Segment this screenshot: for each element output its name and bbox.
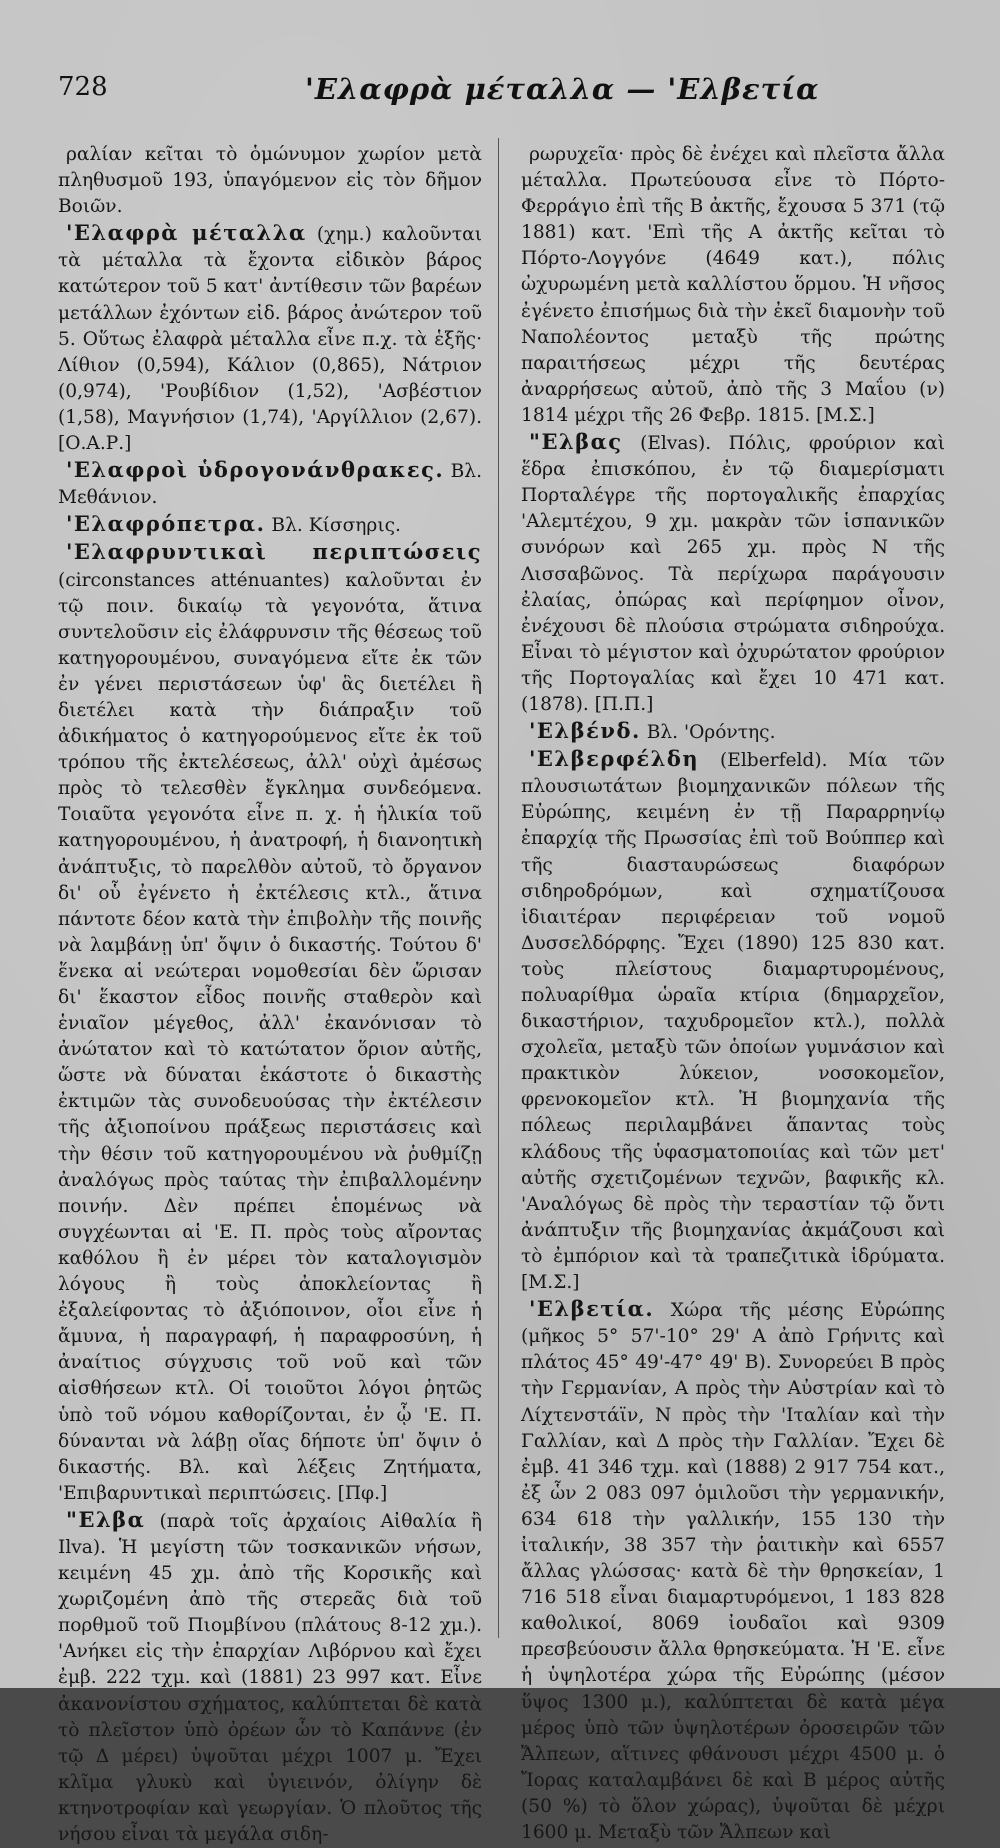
entry-text: ραλίαν κεῖται τὸ ὁμώνυμον χωρίον μετὰ πληθυσμοῦ 193, ὑπαγόμενον εἰς τὸν δῆμον Βοιῶν. [58,144,482,218]
page-number: 728 [58,72,108,102]
entry-text: Βλ. Κίσσηρις. [271,515,401,537]
entry-headword: "Ελβα [66,1506,146,1532]
entry-headword: 'Ελαφρόπετρα. [66,511,266,537]
entry-text: (παρὰ τοῖς ἀρχαίοις Αἰθαλία ἢ Ilva). Ἡ μεγίστη τῶν τοσκανικῶν νήσων, κειμένη 45 χμ. ἀπὸ τῆς Κορσικῆς καὶ χωριζομένη ἀπὸ τῆς στερεᾶς διὰ τοῦ πορθμοῦ τοῦ Πιομβίνου (πλάτους 8-12 χμ.). 'Ανήκει εἰς τὴν ἐπαρχίαν Λιβόρνου καὶ ἔχει ἐμβ. 222 τχμ. καὶ (1881) 23 997 κατ. Εἶνε ἀκανονίστου σχήματος, καλύπτεται δὲ κατὰ τὸ πλεῖστον ὑπὸ ὀρέων ὧν τὸ Καπάννε (ἐν τῷ Δ μέρει) ὑψοῦται μέχρι 1007 μ. Ἔχει κλῖμα γλυκὺ καὶ ὑγιεινόν, ὀλίγην δὲ κτηνοτροφίαν καὶ γεωργίαν. Ὁ πλοῦτος τῆς νήσου εἶναι τὰ μεγάλα σιδη- [58,1510,482,1845]
entry-elafropetra [58,511,482,539]
entry-text: (χημ.) καλοῦνται τὰ μέταλλα τὰ ἔχοντα εἰδικὸν βάρος κατώτερον τοῦ 5 κατ' ἀντίθεσιν τῶν βαρέων μετάλλων ἐχόντων εἰδ. βάρος ἀνώτερον τοῦ 5. Οὕτως ἐλαφρὰ μέταλλα εἶνε π.χ. τὰ ἑξῆς· Λίθιον (0,594), Κάλιον (0,865), Νάτριον (0,974), 'Ρουβίδιον (1,52), 'Ασβέστιον (1,58), Μαγνήσιον (1,74), 'Αργίλλιον (2,67). [Ο.Α.Ρ.] [58,224,482,455]
entry-headword: 'Ελαφρυντικαὶ περιπτώσεις [66,539,482,565]
entry-headword: 'Ελβετία. [529,1296,655,1322]
entry-headword: 'Ελβένδ. [529,718,641,744]
column-divider [498,138,499,1638]
entry-text: ρωρυχεῖα· πρὸς δὲ ἐνέχει καὶ πλεῖστα ἄλλα μέταλλα. Πρωτεύουσα εἶνε τὸ Πόρτο-Φερράγιο ἐπὶ τῆς Β ἀκτῆς, ἔχουσα 5 371 (τῷ 1881) κατ. 'Επὶ τῆς Α ἀκτῆς κεῖται τὸ Πόρτο-Λογγόνε (4649 κατ.), πόλις ὠχυρωμένη μετὰ καλλίστου ὅρμου. Ἡ νῆσος ἐγένετο ἐπισήμως διὰ τὴν ἐκεῖ διαμονὴν τοῦ Ναπολέοντος μεταξὺ τῆς πρώτης παραιτήσεως μέχρι τῆς δευτέρας ἀναρρήσεως αὐτοῦ, ἀπὸ τῆς 3 Μαΐου (ν) 1814 μέχρι τῆς 26 Φεβρ. 1815. [Μ.Σ.] [521,144,945,426]
entry-headword: 'Ελβερφέλδη [529,746,700,772]
entry-continuation [58,140,482,220]
entry-elafryntikai-periptoseis [58,539,482,1506]
entry-text: Βλ. Μεθάνιον. [58,461,482,509]
entry-headword: 'Ελαφροὶ ὑδρογονάνθρακες. [66,457,445,483]
right-column [521,140,945,1843]
entry-text: Βλ. 'Ορόντης. [646,722,776,744]
entry-text: (circonstances atténuantes) καλοῦνται ἐν τῷ ποιν. δικαίῳ τὰ γεγονότα, ἅτινα συντελοῦσιν εἰς ἐλάφρυνσιν τῆς θέσεως τοῦ κατηγορουμένου, συναγόμενα εἴτε ἐκ τῶν ἐν γένει περιστάσεων ὑφ' ἃς διετέλει ἢ διετέλει κατὰ τὴν διάπραξιν τοῦ ἀδικήματος ὁ κατηγορούμενος εἴτε ἐκ τοῦ τρόπου τῆς ἐκτελέσεως, ἀλλ' οὐχὶ ἀμέσως πρὸς τὸ τελεσθὲν ἔγκλημα συνδεόμενα. Τοιαῦτα γεγονότα εἶνε π. χ. ἡ ἡλικία τοῦ κατηγορουμένου, ἡ ἀνατροφή, ἡ διανοητικὴ ἀνάπτυξις, τὸ παρελθὸν αὐτοῦ, τὸ ὄργανον δι' οὗ ἐγένετο ἡ ἐκτέλεσις κτλ., ἅτινα πάντοτε δέον κατὰ τὴν ἐπιβολὴν τῆς ποινῆς νὰ λαμβάνῃ ὑπ' ὄψιν ὁ δικαστής. Τούτου δ' ἕνεκα αἱ νεώτεραι νομοθεσίαι δὲν ὥρισαν δι' ἕκαστον εἶδος ποινῆς σταθερὸν καὶ ἑνιαῖον μέγεθος, ἀλλ' ἐκανόνισαν τὸ ἀνώτατον καὶ τὸ κατώτατον ὅριον αὐτῆς, ὥστε νὰ δύναται ἑκάστοτε ὁ δικαστὴς ἐκτιμῶν τὰς συνοδευούσας τὴν ἐκτέλεσιν τῆς ἀξιοποίνου πράξεως περιστάσεις καὶ τὴν θέσιν τοῦ κατηγορουμένου νὰ ῥυθμίζῃ ἀναλόγως πρὸς ταύτας τὴν ἐπιβαλλομένην ποινήν. Δὲν πρέπει ἑπομένως νὰ συγχέωνται αἱ 'Ε. Π. πρὸς τοὺς αἴροντας καθόλου ἢ ἐν μέρει τὸν καταλογισμὸν λόγους ἢ τοὺς ἀποκλείοντας ἢ ἐξαλείφοντας τὸ ἀξιόποινον, οἷοι εἶνε ἡ ἄμυνα, ἡ παραγραφή, ἡ παραφροσύνη, ἡ ἀναίτιος σύγχυσις τοῦ νοῦ καὶ τῶν αἰσθήσεων κτλ. Οἱ τοιοῦτοι λόγοι ῥητῶς ὑπὸ τοῦ νόμου καθορίζονται, ἐν ᾧ 'Ε. Π. δύνανται νὰ λάβῃ οἵας δήποτε ὑπ' ὄψιν ὁ δικαστής. Βλ. καὶ λέξεις Ζητήματα, 'Επιβαρυντικαὶ περιπτώσεις. [Πφ.] [58,569,482,1504]
entry-elafra-metalla [58,220,482,457]
entry-elva [58,1507,482,1848]
entry-elafroi-ydrogonanthrakes [58,457,482,511]
entry-continuation [521,140,945,429]
entry-headword: "Ελβας [529,429,623,455]
entry-headword: 'Ελαφρὰ μέταλλα [66,220,307,246]
left-column [58,140,482,1845]
running-head: 'Ελαφρὰ μέταλλα — 'Ελβετία [305,72,820,106]
entry-text: (Elvas). Πόλις, φρούριον καὶ ἕδρα ἐπισκόπου, ἐν τῷ διαμερίσματι Πορταλέγρε τῆς πορτογαλικῆς ἐπαρχίας 'Αλεμτέχου, 9 χμ. μακρὰν τῶν ἱσπανικῶν συνόρων καὶ 265 χμ. πρὸς Ν τῆς Λισσαβῶνος. Τὰ περίχωρα παράγουσιν ἐλαίας, ὀπώρας καὶ περίφημον οἶνον, ἐνέχουσι δὲ πλούσια στρώματα σιδηρούχα. Εἶναι τὸ μέγιστον καὶ ὀχυρώτατον φρούριον τῆς Πορτογαλίας καὶ ἔχει 10 471 κατ. (1878). [Π.Π.] [521,433,945,715]
entry-elverfeldi [521,746,945,1296]
entry-elvas [521,429,945,718]
entry-text: Χώρα τῆς μέσης Εὐρώπης (μῆκος 5° 57'-10° 29' Α ἀπὸ Γρήνιτς καὶ πλάτος 45° 49'-47° 49' Β). Συνορεύει Β πρὸς τὴν Γερμανίαν, Α πρὸς τὴν Αὐστρίαν καὶ τὸ Λίχτενστάϊν, Ν πρὸς τὴν 'Ιταλίαν καὶ τὴν Γαλλίαν, καὶ Δ πρὸς τὴν Γαλλίαν. Ἔχει δὲ ἐμβ. 41 346 τχμ. καὶ (1888) 2 917 754 κατ., ἐξ ὧν 2 083 097 ὁμιλοῦσι τὴν γερμανικήν, 634 618 τὴν γαλλικήν, 155 130 τὴν ἰταλικήν, 38 357 τὴν ῥαιτικὴν καὶ 6557 ἄλλας γλώσσας· κατὰ δὲ τὴν θρησκείαν, 1 716 518 εἶναι διαμαρτυρόμενοι, 1 183 828 καθολικοί, 8069 ἰουδαῖοι καὶ 9309 πρεσβεύουσιν ἄλλα θρησκεύματα. Ἡ 'Ε. εἶνε ἡ ὑψηλοτέρα χώρα τῆς Εὐρώπης (μέσον ὕψος 1300 μ.), καλύπτεται δὲ κατὰ μέγα μέρος ὑπὸ τῶν ὑψηλοτέρων ὀροσειρῶν τῶν Ἄλπεων, αἵτινες φθάνουσι μέχρι 4500 μ. ὁ Ἴορας καταλαμβάνει δὲ καὶ Β μέρος αὐτῆς (50 %) τὸ ὅλον χώρας), ὑψοῦται δὲ μέχρι 1600 μ. Μεταξὺ τῶν Ἄλπεων καὶ [521,1300,945,1843]
entry-elvend [521,718,945,746]
entry-elvetia [521,1296,945,1846]
entry-text: (Elberfeld). Μία τῶν πλουσιωτάτων βιομηχανικῶν πόλεων τῆς Εὐρώπης, κειμένη ἐν τῇ Παραρρηνίῳ ἐπαρχίᾳ τῆς Πρωσσίας ἐπὶ τοῦ Βούππερ καὶ τῆς διασταυρώσεως διαφόρων σιδηροδρόμων, καὶ σχηματίζουσα ἰδιαιτέραν περιφέρειαν τοῦ νομοῦ Δυσσελδόρφης. Ἔχει (1890) 125 830 κατ. τοὺς πλείστους διαμαρτυρομένους, πολυαρίθμα ὡραῖα κτίρια (δημαρχεῖον, δικαστήριον, ταχυδρομεῖον κτλ.), πολλὰ σχολεῖα, μεταξὺ τῶν ὁποίων γυμνάσιον καὶ πρακτικὸν λύκειον, νοσοκομεῖον, φρενοκομεῖον κτλ. Ἡ βιομηχανία τῆς πόλεως περιλαμβάνει ἅπαντας τοὺς κλάδους τῆς ὑφασματοποιίας καὶ τῶν μετ' αὐτῆς σχετιζομένων τεχνῶν, βαφικῆς κλ. 'Αναλόγως δὲ πρὸς τὴν τεραστίαν τῷ ὄντι ἀνάπτυξιν τῆς βιομηχανίας ἀκμάζουσι καὶ τὸ ἐμπόριον καὶ τὰ τραπεζιτικὰ ἱδρύματα. [Μ.Σ.] [521,750,945,1294]
